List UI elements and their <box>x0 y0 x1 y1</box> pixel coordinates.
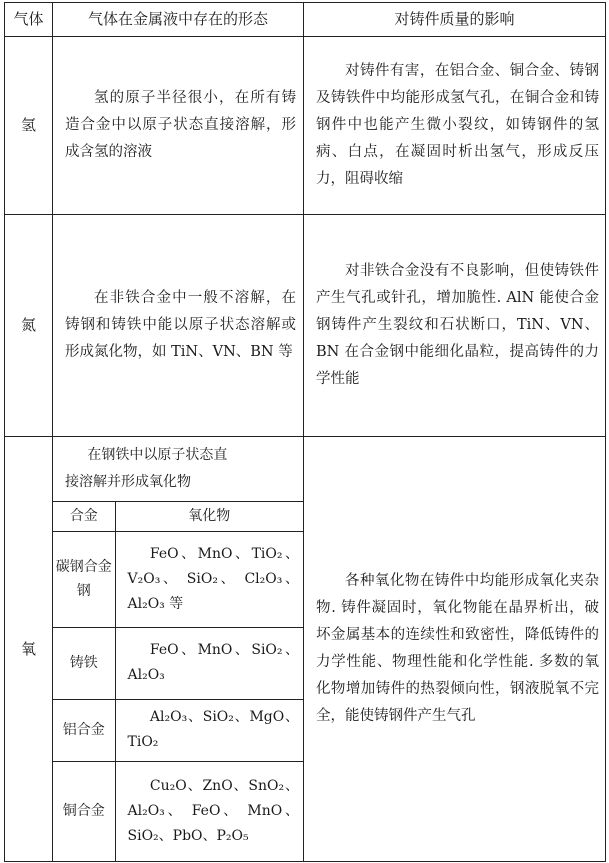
subtable-header <box>53 501 303 531</box>
form-nitrogen: 在非铁合金中一般不溶解，在铸钢和铸铁中能以原子状态溶解或形成氮化物，如 TiN、VN、BN 等 <box>53 215 304 437</box>
subheader-oxide: 氧化物 <box>115 501 303 531</box>
subheader-alloy: 合金 <box>53 501 115 531</box>
table-row-oxygen <box>5 437 606 862</box>
subtable-row <box>53 699 303 761</box>
oxide-cast-iron: FeO、MnO、SiO₂、Al₂O₃ <box>115 627 303 699</box>
header-effect: 对铸件质量的影响 <box>304 3 606 37</box>
oxide-aluminum: Al₂O₃、SiO₂、MgO、TiO₂ <box>115 699 303 761</box>
gas-oxygen: 氧 <box>5 437 53 862</box>
effect-nitrogen: 对非铁合金没有不良影响，但使铸铁件产生气孔或针孔，增加脆性. AlN 能使合金钢铸件产生裂纹和石状断口，TiN、VN、BN 在合金钢中能细化晶粒，提高铸件的力学性能 <box>304 215 606 437</box>
alloy-aluminum: 铝合金 <box>53 699 115 761</box>
form-oxygen: 在钢铁中以原子状态直接溶解并形成氧化物 <box>53 437 245 501</box>
gas-hydrogen: 氢 <box>5 37 53 215</box>
oxide-subtable <box>53 437 303 861</box>
table-row-nitrogen <box>5 215 606 437</box>
subtable-row <box>53 627 303 699</box>
subtable-row <box>53 761 303 861</box>
gas-nitrogen: 氮 <box>5 215 53 437</box>
header-gas: 气体 <box>5 3 53 37</box>
form-hydrogen: 氢的原子半径很小，在所有铸造合金中以原子状态直接溶解，形成含氢的溶液 <box>53 37 304 215</box>
effect-hydrogen: 对铸件有害，在铝合金、铜合金、铸钢及铸铁件中均能形成氢气孔，在铜合金和铸钢件中也能产生微小裂纹，如铸钢件的氢病、白点，在凝固时析出氢气，形成反压力，阻碍收缩 <box>304 37 606 215</box>
effect-oxygen: 各种氧化物在铸件中均能形成氧化夹杂物. 铸件凝固时，氧化物能在晶界析出，破坏金属基本的连续性和致密性，降低铸件的力学性能、物理性能和化学性能. 多数的氧化物增加铸件的热裂倾向性，钢液脱氧不完全，能使铸钢件产生气孔 <box>304 437 606 862</box>
header-form: 气体在金属液中存在的形态 <box>53 3 304 37</box>
table-row-hydrogen <box>5 37 606 215</box>
subtable-row <box>53 531 303 627</box>
alloy-carbon-steel: 碳钢合金钢 <box>53 531 115 627</box>
form-oxygen-cell <box>53 437 304 862</box>
alloy-cast-iron: 铸铁 <box>53 627 115 699</box>
oxide-carbon-steel: FeO、MnO、TiO₂、V₂O₃、 SiO₂、 Cl₂O₃、Al₂O₃ 等 <box>115 531 303 627</box>
gas-effects-table <box>4 2 606 862</box>
alloy-copper: 铜合金 <box>53 761 115 861</box>
header-row <box>5 3 606 37</box>
oxide-copper: Cu₂O、ZnO、SnO₂、Al₂O₃、 FeO、 MnO、SiO₂、PbO、P₂O₅ <box>115 761 303 861</box>
